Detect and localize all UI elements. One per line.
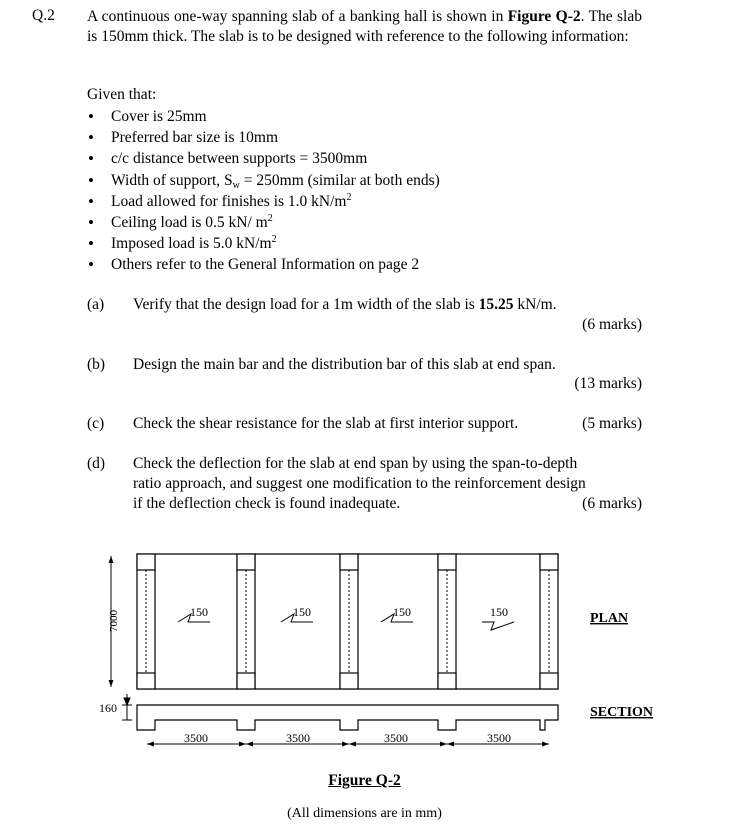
span-3-text: 3500 — [384, 731, 408, 745]
span-4-text: 3500 — [487, 731, 511, 745]
part-d-line3: if the deflection check is found inadequate. — [133, 495, 401, 512]
part-d-line2: ratio approach, and suggest one modification to the reinforcement design — [133, 475, 586, 492]
part-a-marks: (6 marks) — [582, 316, 642, 333]
part-b-text: Design the main bar and the distribution bar of this slab at end span. — [133, 356, 556, 373]
given-item: • Others refer to the General Information on page 2 — [87, 254, 440, 275]
slab-annotation-1: 150 — [190, 605, 208, 619]
given-item: • Preferred bar size is 10mm — [87, 127, 440, 148]
part-a-label: (a) — [87, 296, 105, 313]
part-b-label: (b) — [87, 356, 106, 373]
given-item: • Ceiling load is 0.5 kN/ $m^2$ — [87, 212, 440, 233]
given-label: Given that: — [87, 86, 157, 103]
given-item: • Load allowed for finishes is 1.0 $kN/m^2$ — [87, 191, 440, 212]
span-2-text: 3500 — [286, 731, 310, 745]
thickness-dimension — [122, 694, 132, 720]
part-c-label: (c) — [87, 415, 105, 432]
section-label: SECTION — [590, 705, 654, 720]
question-number: Q.2 — [32, 7, 55, 24]
part-c-marks: (5 marks) — [582, 415, 642, 432]
figure-reference: Figure Q-2 — [507, 8, 581, 25]
figure-title: Figure Q-2 — [328, 772, 401, 789]
height-dimension-text: 7000 — [108, 610, 120, 632]
question-intro: A continuous one-way spanning slab of a banking hall is shown in Figure Q-2. The slab is 150mm thick. The slab is to be designed with reference to the following information: — [87, 8, 642, 45]
slab-annotation-3: 150 — [393, 605, 411, 619]
given-item: • c/c distance between supports = 3500mm — [87, 148, 440, 169]
slab-annotation-4: 150 — [490, 605, 508, 619]
part-d-label: (d) — [87, 455, 106, 472]
plan-label: PLAN — [590, 611, 629, 626]
part-c-text: Check the shear resistance for the slab at first interior support. — [133, 415, 519, 432]
span-1-text: 3500 — [184, 731, 208, 745]
slab-cut-symbols — [178, 614, 514, 630]
section-outline — [137, 705, 558, 730]
given-item: • Width of support, $S_w = 250mm$ (similar at both ends) — [87, 170, 440, 191]
figure-note: (All dimensions are in mm) — [287, 806, 442, 821]
thickness-dimension-text: 160 — [99, 701, 117, 715]
part-d-marks: (6 marks) — [582, 495, 642, 512]
span-dimension-texts — [184, 731, 511, 745]
slab-cut-symbol-4 — [482, 622, 514, 630]
part-d-line1: Check the deflection for the slab at end span by using the span-to-depth — [133, 455, 578, 472]
given-item: • Imposed load is 5.0 $kN/m^2$ — [87, 233, 440, 254]
part-b-marks: (13 marks) — [574, 375, 642, 392]
given-item: • Cover is 25mm — [87, 106, 440, 127]
part-a-text: Verify that the design load for a 1m width of the slab is 15.25 kN/m. — [133, 296, 557, 313]
slab-annotation-2: 150 — [293, 605, 311, 619]
